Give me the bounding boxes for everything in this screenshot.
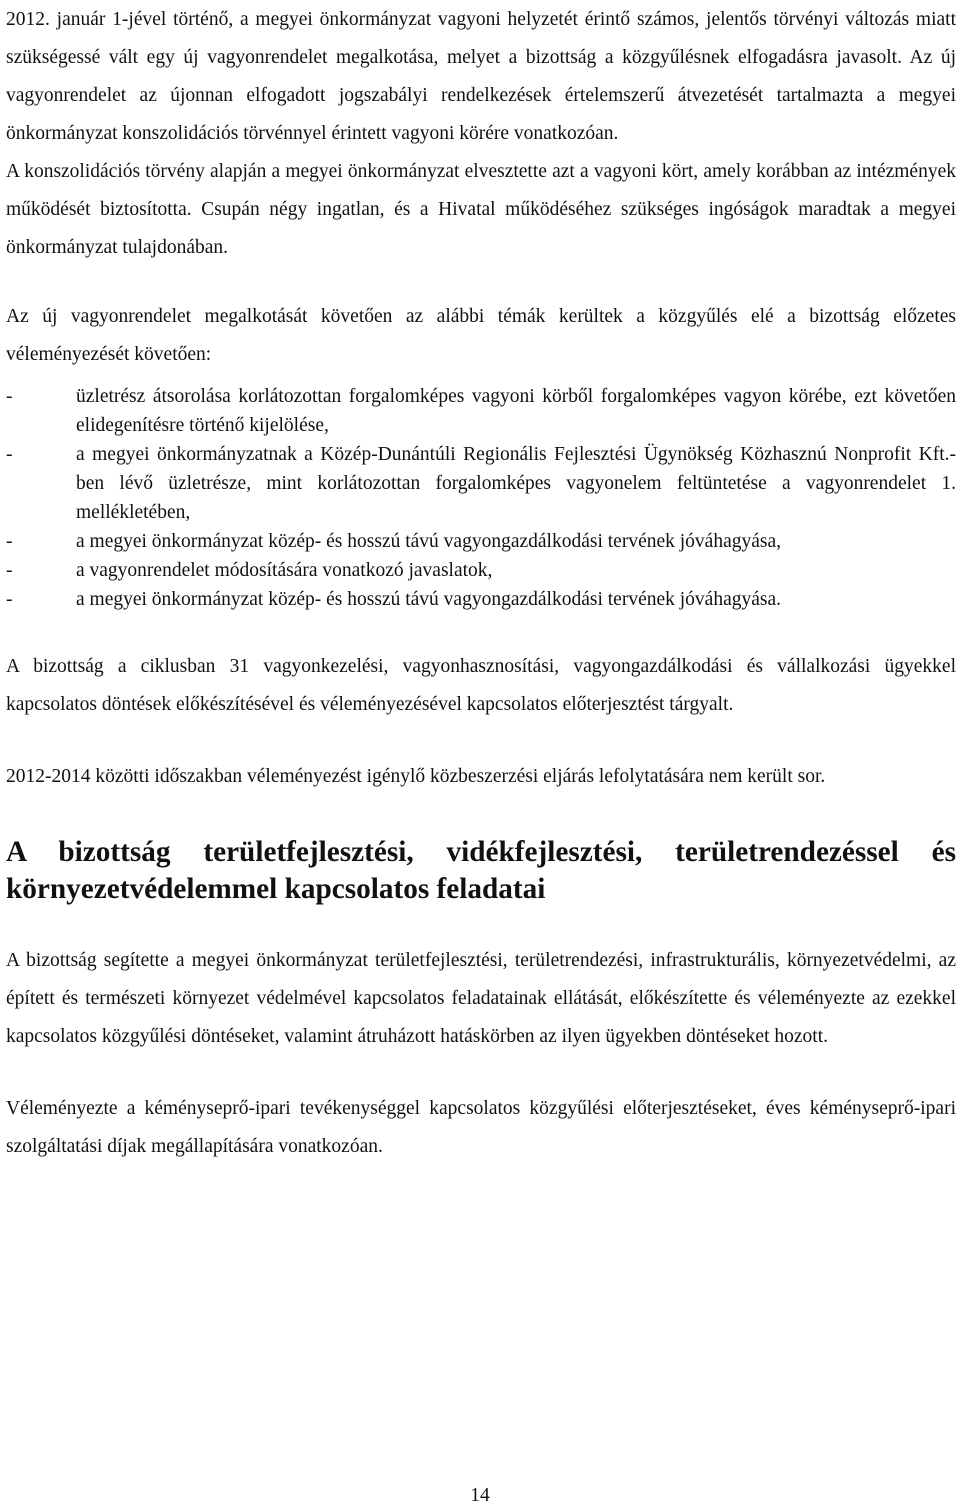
list-dash: - [6, 560, 13, 581]
section-heading: A bizottság területfejlesztési, vidékfejlesztési, területrendezéssel és környezetvédelemmel kapcsolatos feladatai [6, 836, 956, 905]
topic-list [6, 382, 956, 614]
list-dash: - [6, 589, 13, 610]
list-item-text: üzletrész átsorolása korlátozottan forgalomképes vagyoni körből forgalomképes vagyon körébe, ezt követően elidegenítésre történő kijelölése, [76, 386, 956, 436]
list-item-text: a megyei önkormányzat közép- és hosszú távú vagyongazdálkodási tervének jóváhagyása. [76, 589, 781, 610]
document-page [6, 0, 956, 1166]
list-item [6, 440, 956, 527]
paragraph-ciklus-eloterjesztesek: A bizottság a ciklusban 31 vagyonkezelési, vagyonhasznosítási, vagyongazdálkodási és vállalkozási ügyekkel kapcsolatos döntések előkészítésével és véleményezésével kapcsolatos előterjesztést tárgyalt. [6, 656, 956, 715]
paragraph-vagyonrendelet: 2012. január 1-jével történő, a megyei önkormányzat vagyoni helyzetét érintő számos, jelentős törvényi változás miatt szükségessé vált egy új vagyonrendelet megalkotása, melyet a bizottság a közgyűlésnek elfogadásra javasolt. Az új vagyonrendelet az újonnan elfogadott jogszabályi rendelkezések értelemszerű átvezetését tartalmazta a megyei önkormányzat konszolidációs törvénnyel érintett vagyoni körére vonatkozóan. [6, 9, 956, 144]
paragraph-kemenysepro: Véleményezte a kéményseprő-ipari tevékenységgel kapcsolatos közgyűlési előterjesztéseket, éves kéményseprő-ipari szolgáltatási díjak megállapítására vonatkozóan. [6, 1098, 956, 1157]
list-item-text: a megyei önkormányzat közép- és hosszú távú vagyongazdálkodási tervének jóváhagyása, [76, 531, 781, 552]
list-item [6, 556, 956, 585]
list-dash: - [6, 531, 13, 552]
paragraph-temak-intro: Az új vagyonrendelet megalkotását követően az alábbi témák kerültek a közgyűlés elé a bizottság előzetes véleményezését követően: [6, 306, 956, 365]
paragraph-konszolidacio: A konszolidációs törvény alapján a megyei önkormányzat elvesztette azt a vagyoni kört, amely korábban az intézmények működését biztosította. Csupán négy ingatlan, és a Hivatal működéséhez szükséges ingóságok maradtak a megyei önkormányzat tulajdonában. [6, 161, 956, 258]
paragraph-teruletfejlesztes: A bizottság segítette a megyei önkormányzat területfejlesztési, területrendezési, infrastrukturális, környezetvédelmi, az épített és természeti környezet védelmével kapcsolatos feladatainak ellátását, előkészítette és véleményezte az ezekkel kapcsolatos közgyűlési döntéseket, valamint átruházott hatáskörben az ilyen ügyekben döntéseket hozott. [6, 950, 956, 1047]
list-item-text: a vagyonrendelet módosítására vonatkozó javaslatok, [76, 560, 493, 581]
list-item [6, 527, 956, 556]
paragraph-kozbeszerzes: 2012-2014 közötti időszakban véleményezést igénylő közbeszerzési eljárás lefolytatására nem került sor. [6, 766, 826, 787]
list-item [6, 382, 956, 440]
page-number: 14 [470, 1485, 490, 1506]
list-item-text: a megyei önkormányzatnak a Közép-Dunántúli Regionális Fejlesztési Ügynökség Közhasznú Nonprofit Kft.-ben lévő üzletrésze, mint korlátozottan forgalomképes vagyonelem feltüntetése a vagyonrendelet 1. mellékletében, [76, 444, 956, 523]
list-item [6, 585, 956, 614]
list-dash: - [6, 386, 13, 407]
list-dash: - [6, 444, 13, 465]
